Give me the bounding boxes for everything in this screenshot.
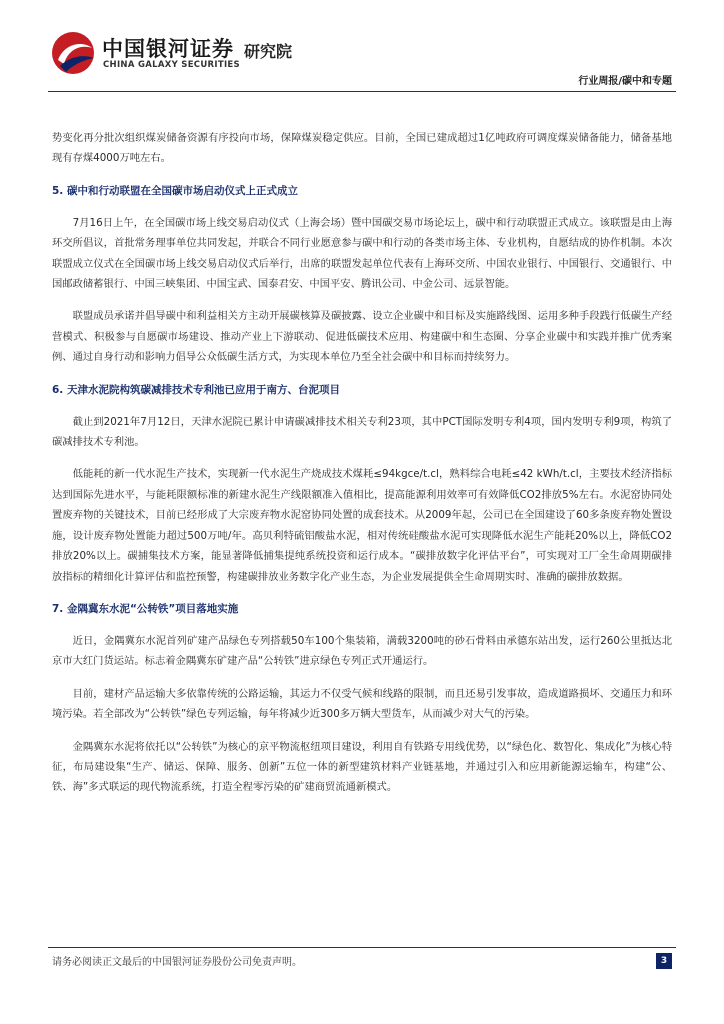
page-header <box>0 0 724 95</box>
paragraph: 截止到2021年7月12日，天津水泥院已累计申请碳减排技术相关专利23项，其中PCT国际发明专利4项，国内发明专利9项，构筑了碳减排技术专利池。 <box>52 415 672 449</box>
section-heading-7: 7. 金隅冀东水泥“公转铁”项目落地实施 <box>52 602 239 615</box>
disclaimer-note: 请务必阅读正文最后的中国银河证券股份公司免责声明。 <box>52 957 302 968</box>
article-body <box>52 128 672 810</box>
brand-name-cn: 中国银河证券 <box>102 37 234 61</box>
report-type: 行业周报/碳中和专题 <box>578 76 672 87</box>
section-heading-5: 5. 碳中和行动联盟在全国碳市场启动仪式上正式成立 <box>52 184 298 197</box>
paragraph: 联盟成员承诺并倡导碳中和利益相关方主动开展碳核算及碳披露、设立企业碳中和目标及实施路线图、运用多种手段践行低碳生产经营模式、积极参与自愿碳市场建设、推动产业上下游联动、促进低碳技术应用、构建碳中和生态圈、分享企业碳中和实践并推广优秀案例、通过自身行动和影响力倡导公众低碳生活方式，为实现本单位乃至全社会碳中和目标而持续努力。 <box>52 310 672 364</box>
header-divider <box>48 91 676 92</box>
galaxy-logo-icon <box>50 30 96 76</box>
footer-divider <box>48 947 676 948</box>
paragraph: 金隅冀东水泥将依托以“公转铁”为核心的京平物流枢纽项目建设，利用自有铁路专用线优势，以“绿色化、数智化、集成化”为核心特征，布局建设集“生产、储运、保障、服务、创新”五位一体的新型建筑材料产业链基地，并通过引入和应用新能源运输车，构建“公、铁、海”多式联运的现代物流系统，打造全程零污染的矿建商贸流通新模式。 <box>52 740 672 794</box>
paragraph: 目前，建材产品运输大多依靠传统的公路运输，其运力不仅受气候和线路的限制，而且还易引发事故，造成道路损坏、交通压力和环境污染。若全部改为“公转铁”绿色专列运输，每年将减少近300多万辆大型货车，从而减少对大气的污染。 <box>52 687 672 721</box>
section-heading-6: 6. 天津水泥院构筑碳减排技术专利池已应用于南方、台泥项目 <box>52 383 340 396</box>
institute-label: 研究院 <box>244 42 293 61</box>
paragraph: 7月16日上午，在全国碳市场上线交易启动仪式（上海会场）暨中国碳交易市场论坛上，碳中和行动联盟正式成立。该联盟是由上海环交所倡议，首批常务理事单位共同发起，并联合不同行业愿意参与碳中和行动的各类市场主体、专业机构，自愿结成的协作机制。本次联盟成立仪式在全国碳市场上线交易启动仪式后举行，出席的联盟发起单位代表有上海环交所、中国农业银行、中国银行、交通银行、中国邮政储蓄银行、中国三峡集团、中国宝武、国泰君安、中国平安、腾讯公司、中金公司、远景智能。 <box>52 216 672 291</box>
brand-name-en: CHINA GALAXY SECURITIES <box>103 60 240 70</box>
paragraph: 势变化再分批次组织煤炭储备资源有序投向市场，保障煤炭稳定供应。目前，全国已建成超过1亿吨政府可调度煤炭储备能力，储备基地现有存煤4000万吨左右。 <box>52 132 672 165</box>
page-number: 3 <box>656 953 672 969</box>
paragraph: 低能耗的新一代水泥生产技术，实现新一代水泥生产烧成技术煤耗≤94kgce/t.cl，熟料综合电耗≤42 kWh/t.cl，主要技术经济指标达到国际先进水平，与能耗限额标准的新建水泥生产线限额准入值相比，提高能源利用效率可有效降低CO2排放5%左右。水泥窑协同处置废弃物的关键技术，目前已经形成了大宗废弃物水泥窑协同处置的成套技术。从2009年起，公司已在全国建设了60多条废弃物处置设施，设计废弃物处置能力超过500万吨/年。高贝利特硫铝酸盐水泥，相对传统硅酸盐水泥可实现降低水泥生产能耗20%以上，降低CO2排放20%以上。碳捕集技术方案，能显著降低捕集提纯系统投资和运行成本。“碳排放数字化评估平台”，可实现对工厂全生命周期碳排放指标的精细化计算评估和监控预警，构建碳排放业务数字化产业生态，为企业发展提供全生命周期实时、准确的碳排放数据。 <box>52 468 672 583</box>
paragraph: 近日，金隅冀东水泥首列矿建产品绿色专列搭载50车100个集装箱，满载3200吨的砂石骨料由承德东站出发，运行260公里抵达北京市大红门货运站。标志着金隅冀东矿建产品“公转铁”进京绿色专列正式开通运行。 <box>52 634 672 668</box>
